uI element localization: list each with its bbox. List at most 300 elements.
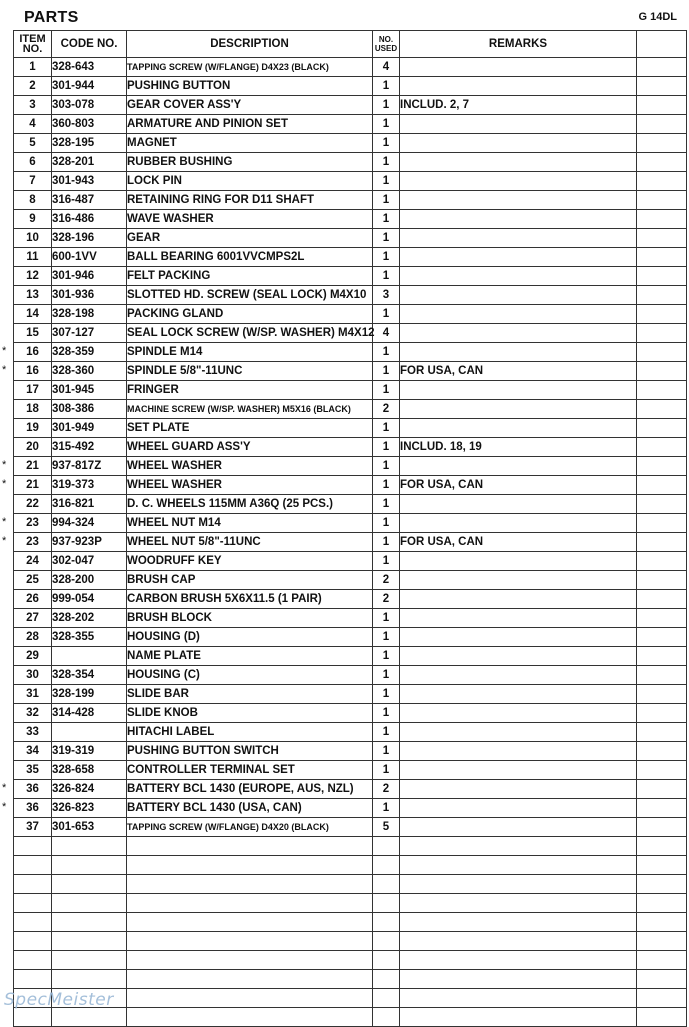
qty-cell: 1 — [373, 267, 400, 286]
remarks-cell — [400, 77, 637, 96]
item-no-cell — [14, 704, 52, 723]
item-no-text: 29 — [26, 650, 39, 662]
blank-cell — [637, 932, 687, 951]
extra-cell — [637, 153, 687, 172]
description-cell: HOUSING (D) — [127, 628, 373, 647]
blank-cell — [400, 951, 637, 970]
description-cell: PUSHING BUTTON — [127, 77, 373, 96]
item-no-cell — [14, 77, 52, 96]
table-row — [14, 343, 687, 362]
extra-cell — [637, 343, 687, 362]
code-no-cell: 314-428 — [52, 704, 127, 723]
item-no-text: 27 — [26, 612, 39, 624]
qty-cell: 1 — [373, 96, 400, 115]
extra-cell — [637, 799, 687, 818]
remarks-cell — [400, 495, 637, 514]
description-cell: HOUSING (C) — [127, 666, 373, 685]
code-no-header: CODE NO. — [52, 31, 127, 58]
description-cell: CARBON BRUSH 5X6X11.5 (1 PAIR) — [127, 590, 373, 609]
item-no-cell — [14, 210, 52, 229]
extra-cell — [637, 438, 687, 457]
item-no-cell — [14, 571, 52, 590]
remarks-cell — [400, 153, 637, 172]
qty-cell: 1 — [373, 191, 400, 210]
extra-cell — [637, 286, 687, 305]
blank-cell — [637, 1008, 687, 1027]
item-no-cell — [14, 742, 52, 761]
qty-cell: 1 — [373, 362, 400, 381]
extra-cell — [637, 628, 687, 647]
blank-cell — [400, 1008, 637, 1027]
item-no-cell — [14, 381, 52, 400]
description-cell: WAVE WASHER — [127, 210, 373, 229]
item-no-text: 30 — [26, 669, 39, 681]
item-no-text: 3 — [29, 99, 36, 111]
item-no-text: 15 — [26, 327, 39, 339]
extra-cell — [637, 742, 687, 761]
item-no-cell — [14, 666, 52, 685]
table-row — [14, 229, 687, 248]
qty-cell: 1 — [373, 761, 400, 780]
table-row — [14, 115, 687, 134]
qty-cell: 4 — [373, 324, 400, 343]
item-no-cell — [14, 134, 52, 153]
item-no-text: 22 — [26, 498, 39, 510]
extra-cell — [637, 134, 687, 153]
table-row — [14, 723, 687, 742]
blank-row — [14, 856, 687, 875]
no-used-header: NO. USED — [373, 31, 400, 58]
description-cell: SLIDE BAR — [127, 685, 373, 704]
qty-cell: 1 — [373, 115, 400, 134]
code-no-cell: 301-653 — [52, 818, 127, 837]
table-row — [14, 571, 687, 590]
blank-cell — [373, 1008, 400, 1027]
item-no-cell — [14, 400, 52, 419]
item-no-text: 17 — [26, 384, 39, 396]
remarks-cell: FOR USA, CAN — [400, 533, 637, 552]
description-cell: FRINGER — [127, 381, 373, 400]
item-no-cell — [14, 286, 52, 305]
parts-table — [2, 30, 687, 1027]
remarks-cell — [400, 609, 637, 628]
extra-cell — [637, 514, 687, 533]
remarks-cell — [400, 400, 637, 419]
qty-cell: 1 — [373, 685, 400, 704]
remarks-cell — [400, 799, 637, 818]
qty-cell: 1 — [373, 438, 400, 457]
table-row — [14, 685, 687, 704]
blank-cell — [373, 837, 400, 856]
item-no-text: 8 — [29, 194, 36, 206]
description-cell: WHEEL WASHER — [127, 457, 373, 476]
blank-cell — [52, 932, 127, 951]
remarks-cell — [400, 780, 637, 799]
table-row — [14, 761, 687, 780]
code-no-cell: 316-486 — [52, 210, 127, 229]
table-row — [14, 780, 687, 799]
item-no-text: 12 — [26, 270, 39, 282]
table-row — [14, 533, 687, 552]
blank-cell — [127, 875, 373, 894]
blank-cell — [373, 894, 400, 913]
blank-cell — [400, 894, 637, 913]
code-no-cell: 301-944 — [52, 77, 127, 96]
remarks-cell — [400, 381, 637, 400]
blank-cell — [637, 875, 687, 894]
table-row — [14, 609, 687, 628]
remarks-cell — [400, 628, 637, 647]
blank-cell — [127, 837, 373, 856]
table-row — [14, 704, 687, 723]
remarks-cell — [400, 761, 637, 780]
item-no-header: ITEM NO. — [14, 31, 52, 58]
blank-row — [14, 932, 687, 951]
regional-variant-mark: * — [2, 478, 7, 490]
table-row — [14, 153, 687, 172]
item-no-cell — [14, 324, 52, 343]
remarks-cell — [400, 343, 637, 362]
extra-cell — [637, 533, 687, 552]
blank-cell — [400, 989, 637, 1008]
blank-row — [14, 970, 687, 989]
blank-cell — [637, 894, 687, 913]
qty-cell: 1 — [373, 229, 400, 248]
extra-cell — [637, 115, 687, 134]
extra-cell — [637, 818, 687, 837]
code-no-cell: 319-319 — [52, 742, 127, 761]
qty-cell: 1 — [373, 381, 400, 400]
item-no-cell — [14, 609, 52, 628]
item-no-text: 20 — [26, 441, 39, 453]
blank-cell — [400, 875, 637, 894]
remarks-header: REMARKS — [400, 31, 637, 58]
code-no-cell: 328-359 — [52, 343, 127, 362]
blank-cell — [14, 1008, 52, 1027]
remarks-cell: INCLUD. 18, 19 — [400, 438, 637, 457]
extra-cell — [637, 324, 687, 343]
qty-cell: 2 — [373, 400, 400, 419]
blank-cell — [14, 951, 52, 970]
table-row — [14, 818, 687, 837]
blank-cell — [52, 1008, 127, 1027]
item-no-text: 18 — [26, 403, 39, 415]
regional-variant-mark: * — [2, 345, 7, 357]
item-no-cell — [14, 172, 52, 191]
qty-cell: 1 — [373, 495, 400, 514]
qty-cell: 1 — [373, 799, 400, 818]
item-no-text: 9 — [29, 213, 36, 225]
blank-row — [14, 837, 687, 856]
item-no-cell — [14, 153, 52, 172]
blank-cell — [373, 989, 400, 1008]
remarks-cell — [400, 571, 637, 590]
extra-cell — [637, 191, 687, 210]
item-no-cell — [14, 96, 52, 115]
item-no-text: 16 — [26, 346, 39, 358]
regional-variant-mark: * — [2, 364, 7, 376]
code-no-cell: 319-373 — [52, 476, 127, 495]
extra-cell — [637, 96, 687, 115]
code-no-cell: 328-354 — [52, 666, 127, 685]
description-cell: SEAL LOCK SCREW (W/SP. WASHER) M4X12 — [127, 324, 373, 343]
code-no-cell: 937-817Z — [52, 457, 127, 476]
table-row — [14, 495, 687, 514]
extra-cell — [637, 495, 687, 514]
code-no-cell: 301-943 — [52, 172, 127, 191]
blank-cell — [52, 875, 127, 894]
table-row — [14, 419, 687, 438]
regional-variant-mark: * — [2, 459, 7, 471]
blank-cell — [14, 875, 52, 894]
extra-cell — [637, 229, 687, 248]
table-row — [14, 134, 687, 153]
description-cell: FELT PACKING — [127, 267, 373, 286]
item-no-text: 23 — [26, 517, 39, 529]
description-cell: RUBBER BUSHING — [127, 153, 373, 172]
code-no-cell: 937-923P — [52, 533, 127, 552]
remarks-cell — [400, 552, 637, 571]
description-cell: GEAR COVER ASS'Y — [127, 96, 373, 115]
item-no-text: 5 — [29, 137, 36, 149]
description-cell: RETAINING RING FOR D11 SHAFT — [127, 191, 373, 210]
item-no-cell — [14, 495, 52, 514]
blank-cell — [127, 894, 373, 913]
blank-cell — [373, 970, 400, 989]
blank-cell — [637, 856, 687, 875]
extra-cell — [637, 704, 687, 723]
remarks-cell — [400, 58, 637, 77]
extra-cell — [637, 590, 687, 609]
item-no-text: 23 — [26, 536, 39, 548]
remarks-cell — [400, 590, 637, 609]
item-no-text: 37 — [26, 821, 39, 833]
blank-cell — [400, 970, 637, 989]
remarks-cell: INCLUD. 2, 7 — [400, 96, 637, 115]
extra-cell — [637, 761, 687, 780]
code-no-cell: 328-199 — [52, 685, 127, 704]
blank-cell — [373, 932, 400, 951]
blank-cell — [52, 951, 127, 970]
blank-cell — [52, 894, 127, 913]
blank-cell — [637, 951, 687, 970]
item-no-text: 7 — [29, 175, 36, 187]
remarks-cell — [400, 134, 637, 153]
table-row — [14, 476, 687, 495]
blank-cell — [637, 970, 687, 989]
code-no-cell: 301-946 — [52, 267, 127, 286]
item-no-text: 21 — [26, 479, 39, 491]
item-no-cell — [2, 343, 52, 362]
remarks-cell — [400, 666, 637, 685]
table-row — [14, 77, 687, 96]
code-no-cell: 301-945 — [52, 381, 127, 400]
item-no-cell — [2, 457, 52, 476]
qty-cell: 1 — [373, 419, 400, 438]
table-row — [14, 514, 687, 533]
remarks-cell: FOR USA, CAN — [400, 362, 637, 381]
extra-cell — [637, 723, 687, 742]
qty-cell: 1 — [373, 305, 400, 324]
code-no-cell: 994-324 — [52, 514, 127, 533]
table-row — [14, 267, 687, 286]
table-row — [14, 96, 687, 115]
description-cell: BALL BEARING 6001VVCMPS2L — [127, 248, 373, 267]
extra-cell — [637, 248, 687, 267]
qty-cell: 3 — [373, 286, 400, 305]
remarks-cell — [400, 704, 637, 723]
item-no-cell — [14, 115, 52, 134]
description-cell: CONTROLLER TERMINAL SET — [127, 761, 373, 780]
code-no-cell: 328-355 — [52, 628, 127, 647]
remarks-cell: FOR USA, CAN — [400, 476, 637, 495]
item-no-text: 34 — [26, 745, 39, 757]
remarks-cell — [400, 324, 637, 343]
remarks-cell — [400, 723, 637, 742]
blank-cell — [373, 856, 400, 875]
item-no-text: 14 — [26, 308, 39, 320]
table-row — [14, 191, 687, 210]
description-cell: WHEEL WASHER — [127, 476, 373, 495]
table-row — [14, 552, 687, 571]
description-header: DESCRIPTION — [127, 31, 373, 58]
extra-cell — [637, 476, 687, 495]
blank-cell — [373, 913, 400, 932]
remarks-cell — [400, 818, 637, 837]
extra-cell — [637, 552, 687, 571]
blank-cell — [127, 913, 373, 932]
table-row — [14, 210, 687, 229]
description-cell: SPINDLE 5/8"-11UNC — [127, 362, 373, 381]
code-no-cell: 315-492 — [52, 438, 127, 457]
item-no-cell — [2, 476, 52, 495]
blank-row — [14, 989, 687, 1008]
qty-cell: 2 — [373, 780, 400, 799]
blank-cell — [127, 951, 373, 970]
item-no-cell — [14, 419, 52, 438]
description-cell: ARMATURE AND PINION SET — [127, 115, 373, 134]
item-no-cell — [14, 628, 52, 647]
qty-cell: 1 — [373, 609, 400, 628]
item-no-text: 11 — [26, 251, 39, 263]
blank-cell — [52, 837, 127, 856]
blank-cell — [127, 970, 373, 989]
extra-cell — [637, 457, 687, 476]
qty-cell: 1 — [373, 533, 400, 552]
remarks-cell — [400, 210, 637, 229]
code-no-cell: 326-823 — [52, 799, 127, 818]
table-row — [14, 666, 687, 685]
extra-cell — [637, 609, 687, 628]
item-no-cell — [2, 780, 52, 799]
remarks-cell — [400, 115, 637, 134]
blank-cell — [14, 932, 52, 951]
blank-cell — [14, 856, 52, 875]
extra-cell — [637, 647, 687, 666]
blank-cell — [127, 1008, 373, 1027]
item-no-text: 25 — [26, 574, 39, 586]
code-no-cell: 307-127 — [52, 324, 127, 343]
blank-row — [14, 1008, 687, 1027]
regional-variant-mark: * — [2, 801, 7, 813]
code-no-cell: 999-054 — [52, 590, 127, 609]
table-row — [14, 324, 687, 343]
item-no-text: 16 — [26, 365, 39, 377]
regional-variant-mark: * — [2, 516, 7, 528]
description-cell: PUSHING BUTTON SWITCH — [127, 742, 373, 761]
extra-cell — [637, 381, 687, 400]
qty-cell: 1 — [373, 343, 400, 362]
blank-cell — [373, 951, 400, 970]
code-no-cell — [52, 647, 127, 666]
remarks-cell — [400, 229, 637, 248]
qty-cell: 1 — [373, 153, 400, 172]
table-row — [14, 457, 687, 476]
extra-cell — [637, 419, 687, 438]
remarks-cell — [400, 191, 637, 210]
code-no-cell: 316-487 — [52, 191, 127, 210]
description-cell: HITACHI LABEL — [127, 723, 373, 742]
table-row — [14, 400, 687, 419]
qty-cell: 1 — [373, 77, 400, 96]
item-no-cell — [2, 799, 52, 818]
qty-cell: 1 — [373, 514, 400, 533]
table-row — [14, 647, 687, 666]
item-no-cell — [14, 590, 52, 609]
remarks-cell — [400, 248, 637, 267]
table-row — [14, 362, 687, 381]
blank-cell — [14, 913, 52, 932]
code-no-cell: 328-658 — [52, 761, 127, 780]
description-cell: NAME PLATE — [127, 647, 373, 666]
blank-cell — [14, 894, 52, 913]
item-no-text: 26 — [26, 593, 39, 605]
remarks-cell — [400, 172, 637, 191]
qty-cell: 1 — [373, 742, 400, 761]
description-cell: BATTERY BCL 1430 (USA, CAN) — [127, 799, 373, 818]
description-cell: BRUSH BLOCK — [127, 609, 373, 628]
remarks-cell — [400, 419, 637, 438]
code-no-cell: 326-824 — [52, 780, 127, 799]
item-no-text: 2 — [29, 80, 36, 92]
item-no-text: 10 — [26, 232, 39, 244]
description-cell: SPINDLE M14 — [127, 343, 373, 362]
remarks-cell — [400, 514, 637, 533]
code-no-cell: 328-200 — [52, 571, 127, 590]
item-no-text: 36 — [26, 783, 39, 795]
item-no-cell — [14, 305, 52, 324]
code-no-cell: 301-949 — [52, 419, 127, 438]
extra-cell — [637, 780, 687, 799]
qty-cell: 2 — [373, 571, 400, 590]
remarks-cell — [400, 286, 637, 305]
item-no-cell — [14, 229, 52, 248]
blank-cell — [52, 970, 127, 989]
blank-cell — [127, 932, 373, 951]
remarks-cell — [400, 742, 637, 761]
blank-cell — [14, 970, 52, 989]
extra-cell — [637, 267, 687, 286]
item-no-cell — [2, 362, 52, 381]
description-cell: SLOTTED HD. SCREW (SEAL LOCK) M4X10 — [127, 286, 373, 305]
item-no-text: 4 — [29, 118, 36, 130]
description-cell: MACHINE SCREW (W/SP. WASHER) M5X16 (BLACK) — [127, 400, 373, 419]
qty-cell: 1 — [373, 704, 400, 723]
item-no-cell — [14, 58, 52, 77]
extra-cell — [637, 685, 687, 704]
blank-cell — [637, 989, 687, 1008]
item-no-text: 21 — [26, 460, 39, 472]
